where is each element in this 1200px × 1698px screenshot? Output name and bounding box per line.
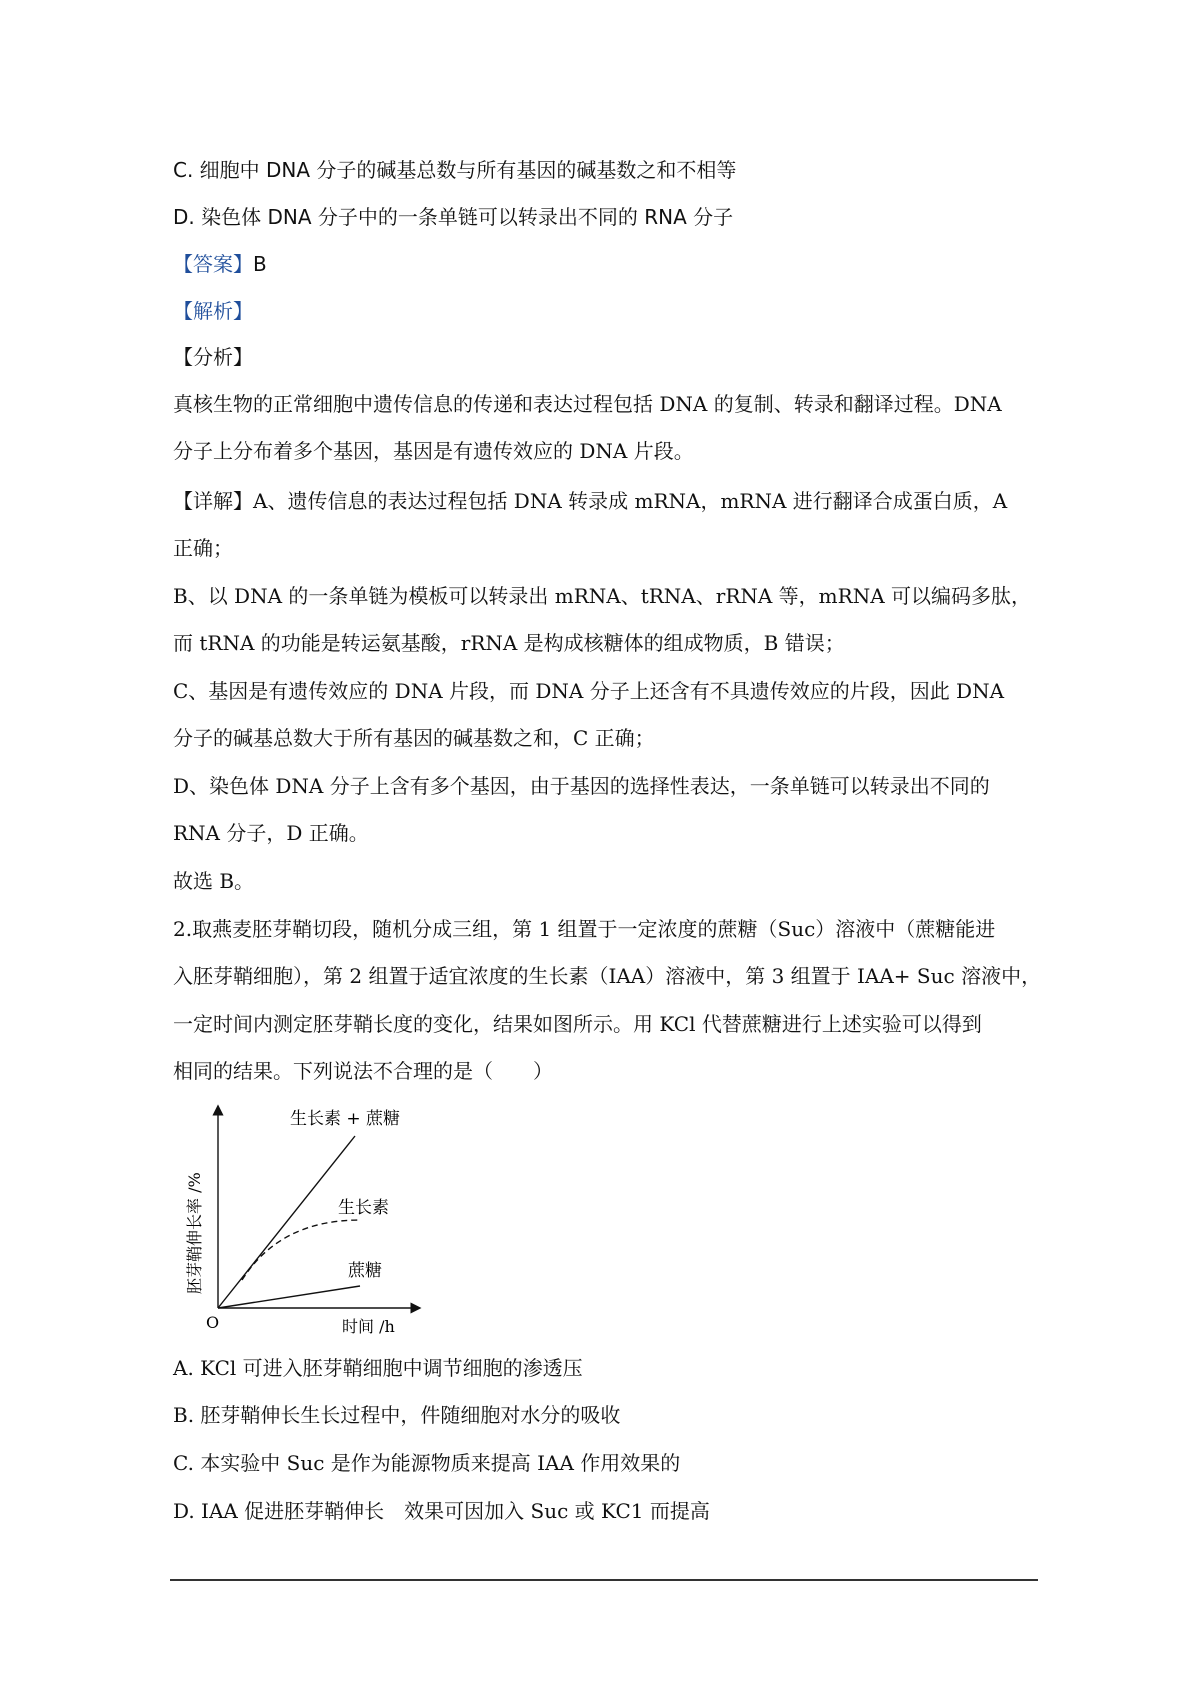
choice-b: B. 胚芽鞘伸长生长过程中，件随细胞对水分的吸收 — [173, 1403, 621, 1427]
paragraph-line: C、基因是有遗传效应的 DNA 片段，而 DNA 分子上还含有不具遗传效应的片段，因此 DNA — [173, 679, 1005, 703]
choice-a: A. KCl 可进入胚芽鞘细胞中调节细胞的渗透压 — [173, 1356, 583, 1380]
answer-value: B — [253, 252, 267, 276]
choice-d: D. IAA 促进胚芽鞘伸长 效果可因加入 Suc 或 KC1 而提高 — [173, 1499, 710, 1523]
fenxi-heading: 【分析】 — [173, 345, 253, 369]
option-d: D. 染色体 DNA 分子中的一条单链可以转录出不同的 RNA 分子 — [173, 205, 734, 229]
answer-tag: 【答案】 — [173, 252, 253, 276]
series-label: 蔗糖 — [348, 1261, 382, 1281]
series-label: 生长素 — [338, 1198, 389, 1218]
footer-divider — [170, 1579, 1038, 1581]
paragraph-line: 而 tRNA 的功能是转运氨基酸，rRNA 是构成核糖体的组成物质，B 错误； — [173, 631, 845, 655]
choice-c: C. 本实验中 Suc 是作为能源物质来提高 IAA 作用效果的 — [173, 1451, 681, 1475]
question-text: 入胚芽鞘细胞），第 2 组置于适宜浓度的生长素（IAA）溶液中，第 3 组置于 IAA+ Suc 溶液中， — [173, 964, 1042, 988]
paragraph-line: D、染色体 DNA 分子上含有多个基因，由于基因的选择性表达，一条单链可以转录出不同的 — [173, 774, 990, 798]
x-axis-label: 时间 /h — [342, 1317, 395, 1334]
analysis-tag: 【解析】 — [173, 299, 253, 323]
paragraph-line: 分子上分布着多个基因，基因是有遗传效应的 DNA 片段。 — [173, 439, 694, 463]
paragraph-line: 故选 B。 — [173, 869, 255, 893]
series-line-auxin — [242, 1220, 360, 1280]
question-text: 一定时间内测定胚芽鞘长度的变化，结果如图所示。用 KCl 代替蔗糖进行上述实验可以得到 — [173, 1012, 982, 1036]
paragraph-line: 正确； — [173, 536, 233, 560]
option-c: C. 细胞中 DNA 分子的碱基总数与所有基因的碱基数之和不相等 — [173, 158, 737, 182]
question-text: 相同的结果。下列说法不合理的是（ ） — [173, 1059, 553, 1083]
y-axis-label: 胚芽鞘伸长率 /% — [185, 1172, 204, 1294]
paragraph-line: B、以 DNA 的一条单链为模板可以转录出 mRNA、tRNA、rRNA 等，mRNA 可以编码多肽， — [173, 584, 1031, 608]
origin-label: O — [206, 1313, 220, 1332]
answer-line — [173, 250, 267, 278]
paragraph-line: 真核生物的正常细胞中遗传信息的传递和表达过程包括 DNA 的复制、转录和翻译过程。DNA — [173, 392, 1002, 416]
paragraph-line: 分子的碱基总数大于所有基因的碱基数之和，C 正确； — [173, 726, 655, 750]
series-line-sucrose — [218, 1286, 360, 1308]
growth-chart — [180, 1102, 430, 1334]
question-text: 2.取燕麦胚芽鞘切段，随机分成三组，第 1 组置于一定浓度的蔗糖（Suc）溶液中（蔗糖能进 — [173, 917, 996, 941]
paragraph-line: 【详解】A、遗传信息的表达过程包括 DNA 转录成 mRNA，mRNA 进行翻译合成蛋白质，A — [173, 489, 1008, 513]
series-label: 生长素 + 蔗糖 — [290, 1109, 401, 1129]
paragraph-line: RNA 分子，D 正确。 — [173, 821, 369, 845]
